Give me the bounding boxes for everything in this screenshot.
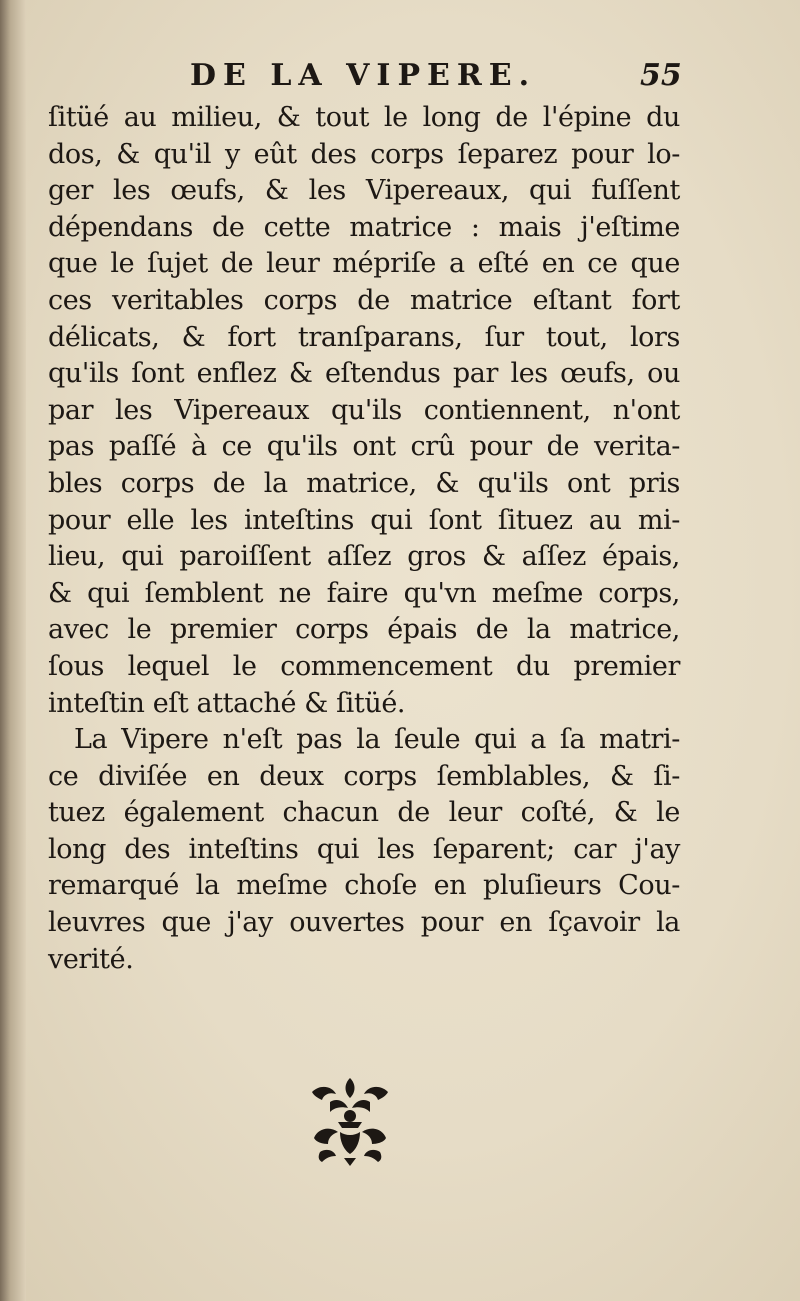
text-line: ſous lequel le commencement du premier xyxy=(48,650,680,682)
text-line: verité. xyxy=(48,943,134,975)
page-header xyxy=(0,52,800,102)
text-line: tuez également chacun de leur coſté, & le xyxy=(48,797,680,829)
text-line: que le ſujet de leur mépriſe a eſté en ce que xyxy=(48,248,680,280)
text-line: qu'ils ſont enflez & eſtendus par les œufs, ou xyxy=(48,358,680,390)
text-line: ſitüé au milieu, & tout le long de l'épine du xyxy=(48,102,680,133)
text-line: La Vipere n'eſt pas la ſeule qui a ſa matri- xyxy=(74,724,680,756)
body-text xyxy=(48,100,680,978)
text-line: remarqué la meſme choſe en pluſieurs Cou- xyxy=(48,870,680,902)
text-line: ger les œufs, & les Vipereaux, qui fuſſent xyxy=(48,175,680,207)
page-gutter-shadow xyxy=(0,0,26,1301)
text-line: bles corps de la matrice, & qu'ils ont pris xyxy=(48,467,680,499)
text-line: dos, & qu'il y eût des corps ſeparez pour lo- xyxy=(48,138,680,170)
text-line: par les Vipereaux qu'ils contiennent, n'ont xyxy=(48,394,680,426)
text-line: délicats, & fort tranſparans, ſur tout, lors xyxy=(48,321,680,353)
running-head: DE LA VIPERE. xyxy=(190,58,537,93)
text-line: leuvres que j'ay ouvertes pour en ſçavoir la xyxy=(48,907,680,939)
text-line: ces veritables corps de matrice eſtant fort xyxy=(48,284,680,316)
text-line: inteſtin eſt attaché & ſitüé. xyxy=(48,687,406,719)
text-line: ce diviſée en deux corps ſemblables, & ſi- xyxy=(48,760,680,792)
text-line: long des inteſtins qui les ſeparent; car j'ay xyxy=(48,833,680,865)
fleuron-ornament-icon xyxy=(300,1070,400,1170)
text-line: pas paſſé à ce qu'ils ont crû pour de verita- xyxy=(48,431,680,463)
text-line: dépendans de cette matrice : mais j'eſtime xyxy=(48,211,680,243)
page-number: 55 xyxy=(640,58,682,93)
paragraph-1 xyxy=(48,100,680,722)
paragraph-2 xyxy=(48,722,680,978)
text-line: & qui ſemblent ne faire qu'vn meſme corps, xyxy=(48,577,680,609)
text-line: avec le premier corps épais de la matrice, xyxy=(48,614,680,646)
text-line: lieu, qui paroiſſent aſſez gros & aſſez épais, xyxy=(48,541,680,573)
text-line: pour elle les inteſtins qui ſont ſituez au mi- xyxy=(48,504,680,536)
